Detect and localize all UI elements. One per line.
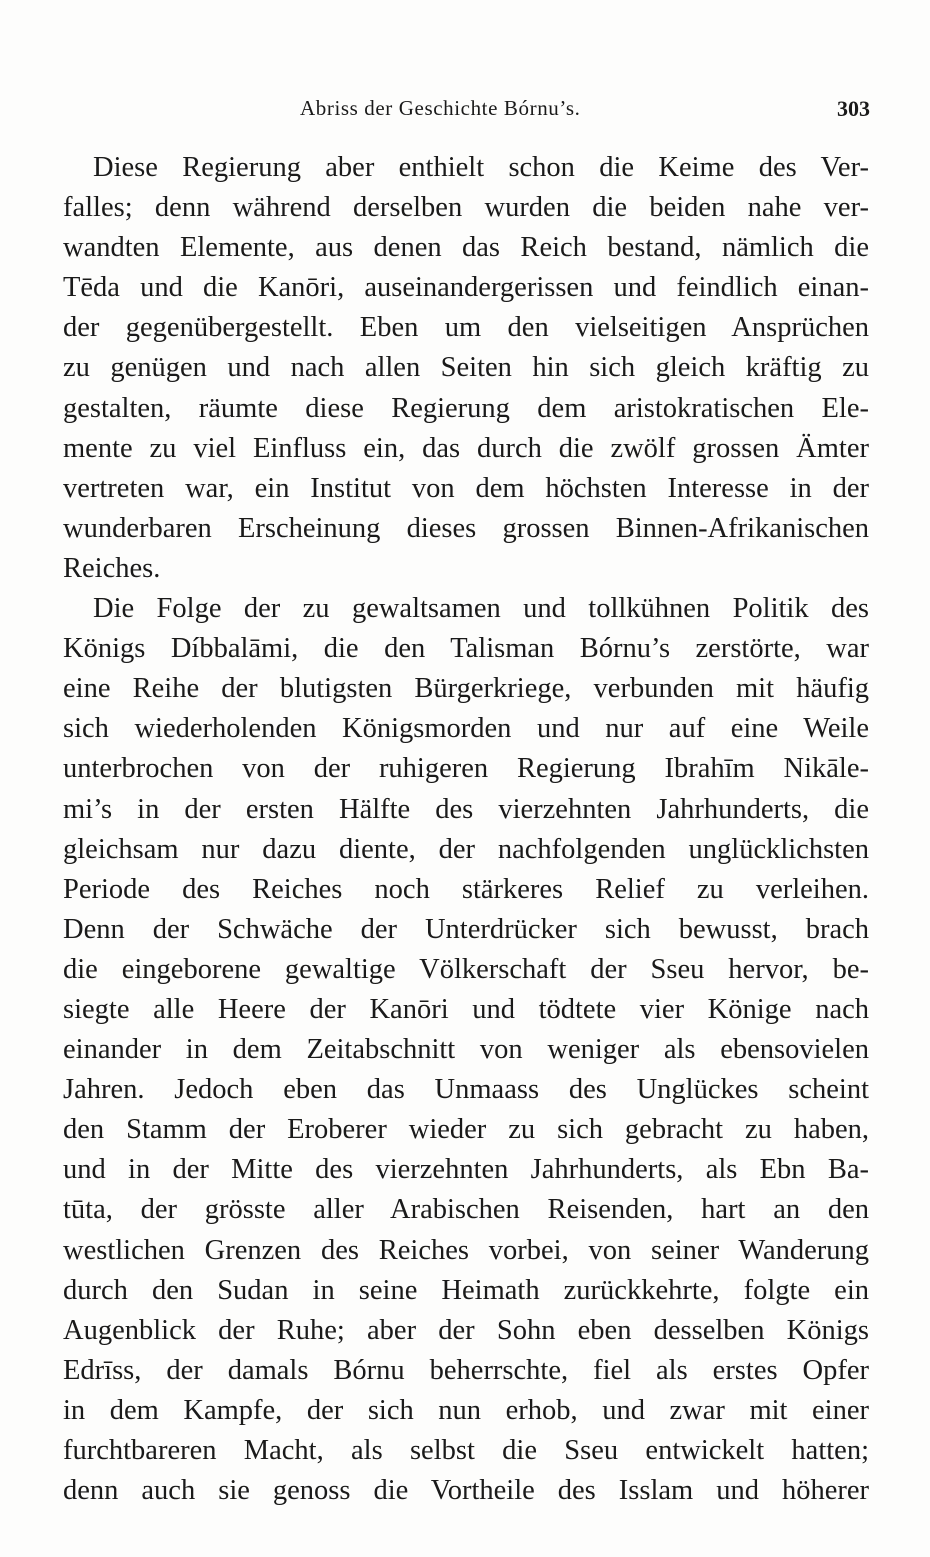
text-line: einander in dem Zeitabschnitt von weniger als ebensovielen (63, 1034, 869, 1066)
paragraph-1 (63, 148, 869, 589)
text-line: Königs Díbbalāmi, die den Talisman Bórnu’s zerstörte, war (63, 633, 869, 665)
text-line: tūta, der grösste aller Arabischen Reisenden, hart an den (63, 1194, 869, 1226)
text-line: durch den Sudan in seine Heimath zurückkehrte, folgte ein (63, 1274, 869, 1306)
text-line: vertreten war, ein Institut von dem höchsten Interesse in der (63, 472, 869, 504)
page-number: 303 (837, 96, 870, 121)
page-header (60, 96, 870, 126)
text-line: den Stamm der Eroberer wieder zu sich gebracht zu haben, (63, 1114, 869, 1146)
text-line: mi’s in der ersten Hälfte des vierzehnten Jahrhunderts, die (63, 793, 869, 825)
text-line: westlichen Grenzen des Reiches vorbei, von seiner Wanderung (63, 1234, 869, 1266)
text-line: zu genügen und nach allen Seiten hin sich gleich kräftig zu (63, 352, 869, 384)
text-line: Diese Regierung aber enthielt schon die Keime des Ver- (93, 152, 869, 183)
text-line: die eingeborene gewaltige Völkerschaft der Sseu hervor, be- (63, 953, 869, 985)
text-line: sich wiederholenden Königsmorden und nur auf eine Weile (63, 713, 869, 745)
text-line: gestalten, räumte diese Regierung dem aristokratischen Ele- (63, 392, 869, 424)
text-line: eine Reihe der blutigsten Bürgerkriege, verbunden mit häufig (63, 673, 869, 705)
text-line: wandten Elemente, aus denen das Reich bestand, nämlich die (63, 232, 869, 264)
text-line: denn auch sie genoss die Vortheile des Isslam und höherer (63, 1475, 869, 1507)
text-line: Augenblick der Ruhe; aber der Sohn eben desselben Königs (63, 1314, 869, 1346)
text-line: der gegenübergestellt. Eben um den vielseitigen Ansprüchen (63, 312, 869, 344)
text-line: und in der Mitte des vierzehnten Jahrhunderts, als Ebn Ba- (63, 1154, 869, 1186)
running-title: Abriss der Geschichte Bórnu’s. (300, 96, 581, 120)
paragraph-2 (63, 589, 869, 1511)
text-line: Denn der Schwäche der Unterdrücker sich bewusst, brach (63, 913, 869, 945)
text-line: Die Folge der zu gewaltsamen und tollkühnen Politik des (93, 593, 869, 625)
text-line: falles; denn während derselben wurden die beiden nahe ver- (63, 192, 869, 224)
text-line: gleichsam nur dazu diente, der nachfolgenden unglücklichsten (63, 833, 869, 865)
text-line: furchtbareren Macht, als selbst die Sseu entwickelt hatten; (63, 1435, 869, 1466)
text-line: Reiches. (63, 552, 161, 584)
text-line: in dem Kampfe, der sich nun erhob, und zwar mit einer (63, 1394, 869, 1426)
text-line: mente zu viel Einfluss ein, das durch die zwölf grossen Ämter (63, 432, 869, 464)
text-line: Tēda und die Kanōri, auseinandergerissen und feindlich einan- (63, 272, 869, 304)
text-line: wunderbaren Erscheinung dieses grossen Binnen-Afrikanischen (63, 512, 869, 544)
text-line: Edrīss, der damals Bórnu beherrschte, fiel als erstes Opfer (63, 1354, 869, 1386)
text-line: unterbrochen von der ruhigeren Regierung Ibrahīm Nikāle- (63, 753, 869, 785)
text-line: Jahren. Jedoch eben das Unmaass des Unglückes scheint (63, 1074, 869, 1106)
text-line: Periode des Reiches noch stärkeres Relief zu verleihen. (63, 873, 869, 905)
body-text (63, 148, 869, 1511)
text-line: siegte alle Heere der Kanōri und tödtete vier Könige nach (63, 993, 869, 1025)
